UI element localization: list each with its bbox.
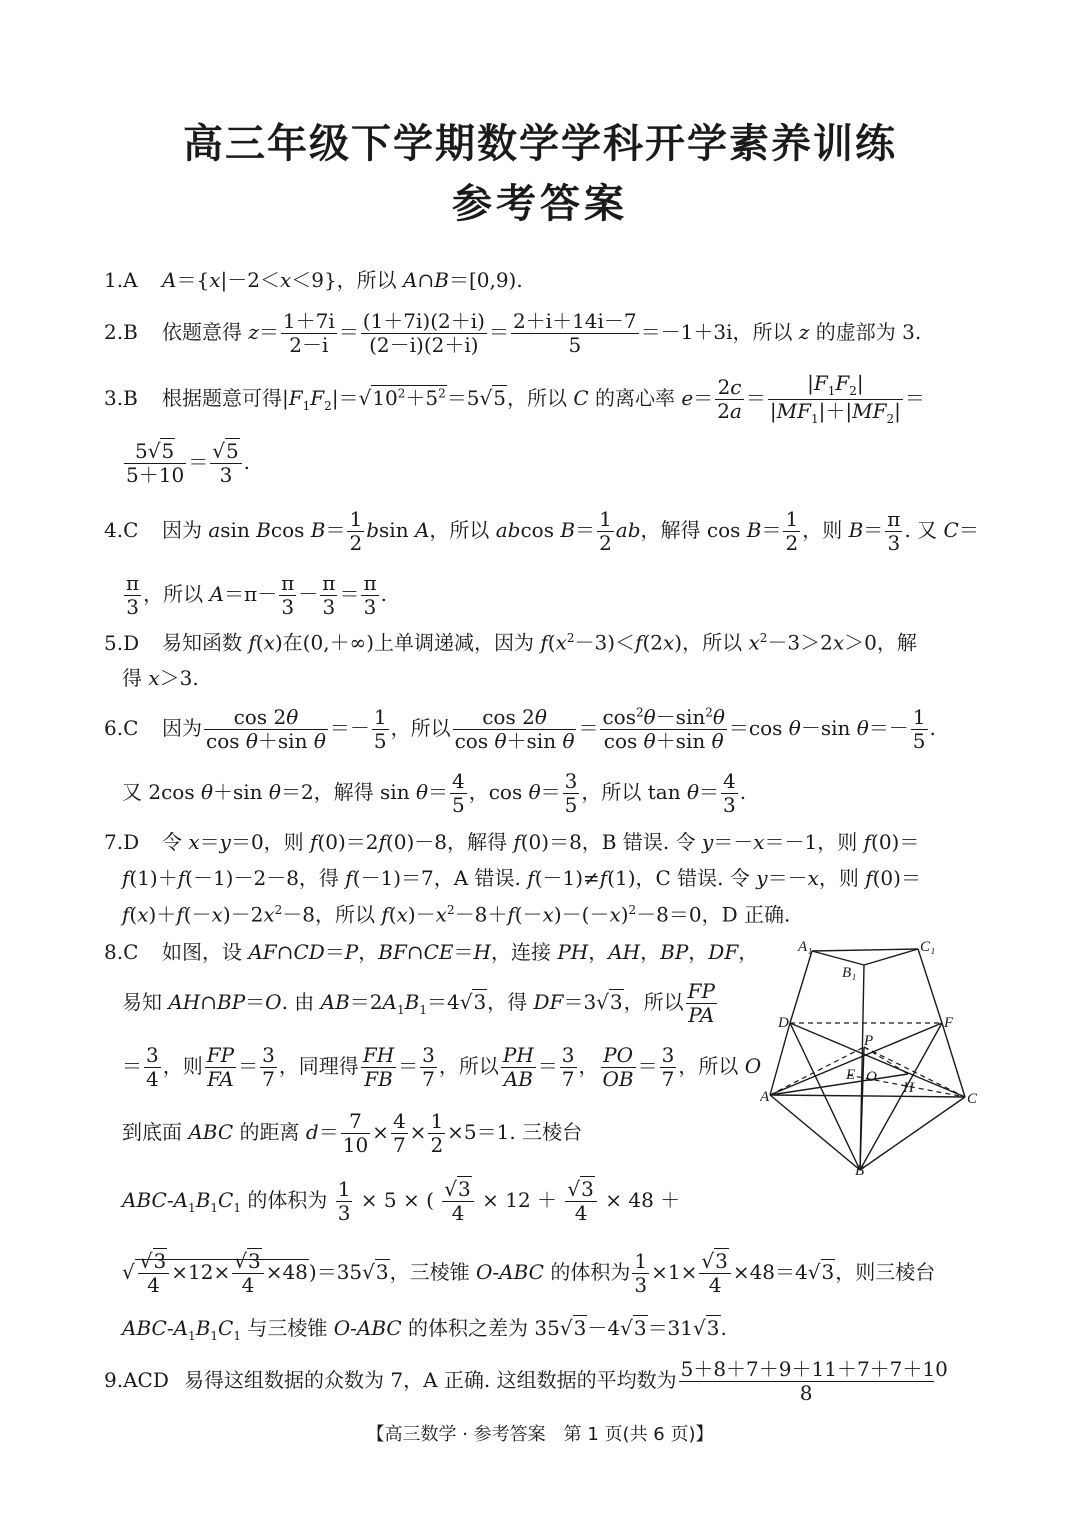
answer-7-cont1: f(1)＋f(－1)－2－8，得 f(－1)＝7，A 错误. f(－1)≠f(1)，C 错误. 令 y＝－x，则 f(0)＝ — [122, 866, 921, 890]
answer-8-cont4: ABC-$A_1B_1C_1$ 的体积为 $\frac{1}{3}$ × 5 × ( $\frac{√3}{4}$ × 12 ＋ $\frac{√3}{4}$ × 48 ＋ — [122, 1177, 681, 1225]
answer-number: 7.D — [104, 830, 140, 854]
page-footer: 【高三数学 · 参考答案 第 1 页(共 6 页)】 — [366, 1424, 714, 1445]
label-a: A — [760, 1089, 770, 1105]
answer-number: 3.B — [104, 385, 138, 410]
document-title: 高三年级下学期数学学科开学素养训练 — [183, 121, 897, 167]
answer-7: 7.D 令 x＝y＝0，则 f(0)＝2f(0)－8，解得 f(0)＝8，B 错误. 令 y＝－x＝－1，则 f(0)＝ — [104, 830, 920, 854]
answer-number: 9.ACD — [104, 1368, 169, 1392]
answer-number: 2.B — [104, 320, 138, 344]
answer-number: 4.C — [104, 518, 139, 542]
answer-8-cont6: ABC-$A_1B_1C_1$ 与三棱锥 O-ABC 的体积之差为 35√3－4√3＝31√3. — [122, 1316, 727, 1343]
answer-2: 2.B 依题意得 z＝ $\frac{1+7i}{2-i}$ ＝ $\frac{(1+7i)(2+i)}{(2-i)(2+i)}$ ＝ $\frac{2+i+14i-7}{5}$ ＝－1＋3i，所以 z 的虚部为 3. — [104, 309, 922, 357]
label-b1: B₁ — [842, 965, 857, 981]
answer-1: 1.A A＝{x|－2＜x＜9}，所以 A∩B＝[0,9). — [104, 268, 523, 292]
answer-number: 1.A — [104, 268, 138, 292]
label-o: O — [866, 1069, 877, 1085]
answer-6-cont: 又 2cos θ＋sin θ＝2，解得 sin θ＝ $\frac{4}{5}$ ，cos θ＝ $\frac{3}{5}$ ，所以 tan θ＝ $\frac{4}{3}$ . — [122, 769, 747, 817]
answer-4-cont: $\frac{\pi}{3}$ ，所以 A＝π－ $\frac{\pi}{3}$ － $\frac{\pi}{3}$ ＝ $\frac{\pi}{3}$ . — [126, 571, 387, 619]
document-subtitle: 参考答案 — [452, 181, 628, 227]
label-c: C — [967, 1091, 978, 1107]
answer-8-cont3: 到底面 ABC 的距离 d＝ $\frac{7}{10}$ × $\frac{4}{7}$ × $\frac{1}{2}$ ×5＝1. 三棱台 — [122, 1109, 583, 1157]
answer-6: 6.C 因为 $\frac{\cos 2\theta}{\text{cos θ＋sin θ}}$ ＝－ $\frac{1}{5}$ ，所以 $\frac{\cos 2\theta}{\text{cos θ＋sin θ}}$ ＝ $\frac{\cos^2\theta-\sin^2\theta}{\text{cos θ＋sin θ}}$ ＝cos θ－sin θ＝－ $\frac{1}{5}$ . — [104, 705, 936, 753]
answer-3-cont: $\frac{5√5}{5+10}$ ＝ $\frac{√5}{3}$ . — [126, 439, 251, 487]
answer-8-cont2: ＝ $\frac{3}{4}$ ，则 $\frac{FP}{FA}$ ＝ $\frac{3}{7}$ ，同理得 $\frac{FH}{FB}$ ＝ $\frac{3}{7}$ ，所以 $\frac{PH}{AB}$ ＝ $\frac{3}{7}$ ， $\frac{PO}{OB}$ ＝ $\frac{3}{7}$ ，所以 O — [122, 1043, 762, 1091]
label-f: F — [944, 1015, 954, 1031]
label-c1: C₁ — [920, 939, 936, 955]
answer-5-cont: 得 x＞3. — [122, 666, 199, 690]
answer-number: 6.C — [104, 716, 139, 740]
label-d: D — [778, 1015, 789, 1031]
label-a1: A₁ — [798, 939, 813, 955]
label-e: E — [846, 1067, 856, 1083]
answer-number: 8.C — [104, 940, 139, 964]
answer-8-cont5: √ $\frac{√3}{4}$ ×12× $\frac{√3}{4}$ ×48)＝35√3，三棱锥 O-ABC 的体积为 $\frac{1}{3}$ ×1× $\frac{√3}{4}$ ×48＝4√3，则三棱台 — [122, 1249, 936, 1297]
label-p: P — [864, 1033, 874, 1049]
answer-4: 4.C 因为 asin Bcos B＝ $\frac{1}{2}$ bsin A，所以 abcos B＝ $\frac{1}{2}$ ab，解得 cos B＝ $\frac{1}{2}$ ，则 B＝ $\frac{\pi}{3}$ . 又 C＝ — [104, 507, 979, 555]
answer-8-cont1: 易知 AH∩BP＝O. 由 $AB=2A_1B_1=4√3$，得 DF＝3√3，所以 $\frac{FP}{PA}$ — [122, 979, 715, 1027]
label-b: B — [855, 1163, 865, 1179]
answer-3: 3.B 根据题意可得$|F_1F_2|=√10^2+5^2=5√5$，所以 C 的离心率 e＝ $\frac{2c}{2a}$ ＝ $\frac{|F_1F_2|}{|MF_1|+|MF_2|}$ ＝ — [104, 371, 925, 426]
frustum-figure — [760, 935, 990, 1180]
answer-7-cont2: $f(x)+f(-x)-2x^2-8$，所以 $f(x)-x^2-8+f(-x)-(-x)^2-8=0$，D 正确. — [122, 902, 791, 927]
answer-8: 8.C 如图，设 AF∩CD＝P，BF∩CE＝H，连接 PH，AH，BP，DF， — [104, 940, 759, 964]
answer-number: 5.D — [104, 630, 140, 655]
label-h: H — [903, 1080, 914, 1096]
answer-9: 9.ACD 易得这组数据的众数为 7，A 正确. 这组数据的平均数为 $\frac{5+8+7+9+11+7+7+10}{8}$ — [104, 1357, 948, 1405]
answer-5: 5.D 易知函数 f(x)在(0,＋∞)上单调递减，因为 $f(x^2-3)<f(2x)$，所以 $x^2-3>2x>0$，解 — [104, 630, 917, 655]
